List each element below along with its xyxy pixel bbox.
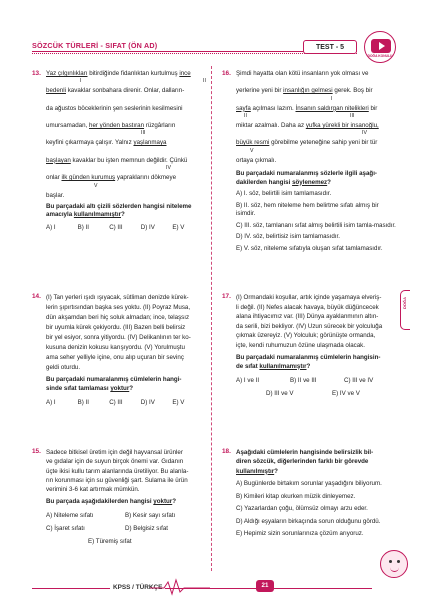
answer-options: [46, 398, 204, 408]
text-line: içte, kendi ruhumuzun özüne ulaşmada olacak.: [236, 342, 365, 350]
option-b[interactable]: B) Kimileri kitap okurken müzik dinleyemez.: [236, 492, 356, 500]
text-line: da serili, bizi bekliyor. (IV) Uzun sürecek bir yolculuğa: [236, 322, 383, 330]
side-tab-label: DOĞA: [402, 297, 407, 309]
question-number: 14.: [32, 293, 41, 300]
option-c[interactable]: C) III ve IV: [344, 376, 374, 384]
section-label: SÖZCÜK TÜRLERİ - SIFAT (ÖN AD): [32, 41, 158, 50]
option-a[interactable]: A) I. söz, belirtili isim tamlamasıdır.: [236, 190, 332, 198]
roman-marker: II: [203, 78, 206, 85]
question-stem: Bu parçadaki numaralanmış cümlelerin hangi- sinde sıfat tamlaması yoktur?: [46, 376, 182, 393]
logo-text: DOĞA KONULU: [367, 54, 393, 58]
text-line: geldi oturdu.: [46, 364, 81, 372]
text-line: ortaya çıkmalı.: [236, 156, 277, 164]
text-line: Yaz çılgınlıkları bitirdiğinde fidanlıktan kurtulmuş ince: [46, 70, 191, 77]
text-line: dün akşamdan beri hiç soluk almadan; ince, telaşsız: [46, 314, 190, 322]
mascot-icon: [380, 550, 408, 578]
heartbeat-icon: [150, 578, 210, 596]
text-line: başlar.: [46, 191, 65, 199]
test-badge: TEST - 5: [303, 40, 357, 54]
roman-marker: V: [250, 147, 254, 154]
footer-label: KPSS / TÜRKÇE: [110, 584, 165, 593]
text-line: onlar ilk günden kurumuş yapraklarını dökmeye: [46, 174, 177, 182]
text-line: miktar azalmalı. Daha az yufka yürekli bir insanoğlu,: [236, 122, 379, 130]
question-stem: Bu parçadaki numaralanmış cümlelerin hangisin- de sıfat kullanılmamıştır?: [236, 353, 381, 370]
roman-marker: II: [244, 113, 247, 120]
option-c[interactable]: C) III: [109, 223, 123, 231]
option-e[interactable]: E) V: [172, 223, 185, 231]
text-line: büyük resmi görebilme yeteneğine sahip yeni bir tür: [236, 139, 378, 147]
answer-options: [236, 190, 398, 253]
roman-marker: IV: [166, 165, 171, 172]
text-line: bir yel esiyor, sonra yitiyordu. (IV) Delikanlının ter ko-: [46, 334, 191, 342]
option-a[interactable]: A) I: [46, 223, 56, 231]
text-line: da ağustos böceklerinin şen seslerinin kesilmesini: [46, 104, 183, 112]
roman-marker: III: [350, 113, 355, 120]
question-stem: Bu parçada aşağıdakilerden hangisi yoktur?: [46, 498, 176, 506]
answer-options: [236, 376, 398, 386]
option-b[interactable]: B) II: [77, 399, 89, 407]
option-d[interactable]: D) IV: [140, 223, 155, 231]
roman-marker: IV: [362, 130, 367, 137]
roman-marker: V: [94, 182, 98, 189]
text-line: yerlerine yeni bir insanlığın gelmesi gerek. Boş bir: [236, 87, 373, 95]
option-a[interactable]: A) I ve II: [236, 376, 260, 384]
text-line: üçte ikisi kullu tarım alanlarında üretiliyor. Bu alanla-: [46, 467, 189, 475]
option-a[interactable]: A) Bugünlerde birtakım sorunlar yaşadığını biliyorum.: [236, 480, 382, 488]
text-line: (I) Tan yerleri ışıdı ışıyacak, sütliman denizde kürek-: [46, 294, 189, 301]
option-d[interactable]: D) Aldığı eşyaların birkaçında sorun olduğunu gördü.: [236, 517, 381, 525]
text-line: alana ihtiyacımız var. (III) Dünya ayaklanmının altın-: [236, 313, 379, 321]
option-a[interactable]: A) I: [46, 399, 56, 407]
text-line: rın korunması için su güvenliği şart. Sulama ile ürün: [46, 476, 188, 484]
option-b[interactable]: B) II: [77, 223, 89, 231]
text-line: ve gıdalar için de suyun birçok önemi var. Gıdanın: [46, 458, 184, 466]
option-c[interactable]: C) III. söz, tamlananı sıfat almış belirtili isim tamla-masıdır.: [236, 221, 396, 229]
play-logo-icon: [364, 31, 396, 63]
option-e[interactable]: E) Türemiş sıfat: [88, 538, 132, 546]
option-c[interactable]: C) III: [109, 399, 123, 407]
option-c[interactable]: C) Yazarlardan çoğu, ölümsüz olmayı arzu eder.: [236, 505, 368, 513]
roman-marker: III: [141, 130, 146, 137]
text-line: kusuna denizin kokusu karışıyordu. (V) Yorulmuştu: [46, 344, 185, 352]
question-stem: Bu parçadaki altı çizili sözlerden hangisi niteleme amacıyla kullanılmamıştır?: [46, 202, 192, 219]
column-divider: [211, 66, 212, 571]
option-a[interactable]: A) Niteleme sıfatı: [46, 511, 94, 519]
text-line: lerin şıpırtısından başka ses yoktu. (II) Poyraz Musa,: [46, 304, 191, 312]
text-line: Şimdi hayatta olan kötü insanların yok olması ve: [236, 70, 369, 77]
text-line: bir uyumla kürek çekiyordu. (III) Bazen belli belirsiz: [46, 324, 186, 332]
option-e[interactable]: E) V. söz, niteleme sıfatıyla oluşan sıfat tamlamasıdır.: [236, 244, 383, 252]
text-line: keyfini çıkarmaya çalışır. Yalnız yaşlanmaya: [46, 139, 167, 147]
text-line: başlayan kavaklar bu işten memnun değildir. Çünkü: [46, 156, 188, 164]
question-number: 13.: [32, 70, 41, 77]
text-line: (I) Ormandaki koşullar, artık içinde yaşamaya elveriş-: [236, 294, 382, 301]
answer-options: [236, 479, 398, 538]
roman-marker: I: [80, 78, 82, 85]
option-d[interactable]: D) III ve V: [266, 390, 294, 398]
answer-options: [46, 511, 204, 547]
answer-options: [46, 224, 204, 232]
question-stem: Bu parçadaki numaralanmış sözlerle ilgili aşağı- dakilerden hangisi söylenemez?: [236, 170, 377, 186]
option-c[interactable]: C) İşaret sıfatı: [46, 525, 85, 533]
text-line: verimini 3-6 kat artırmak mümkün.: [46, 486, 140, 494]
question-stem: Aşağıdaki cümlelerin hangisinde belirsizlik bil- diren sözcük, diğerlerinden farklı bir görevde kullanılmıştır?: [236, 449, 374, 475]
play-icon: [371, 39, 391, 53]
roman-marker: I: [331, 95, 333, 102]
page-number: 21: [256, 580, 274, 592]
question-number: 15.: [32, 448, 41, 455]
text-line: bedenli kavaklar sonbahara direnir. Onlar, dalların-: [46, 87, 185, 95]
text-line: Sadece bitkisel üretim için değil hayvansal ürünler: [46, 449, 183, 456]
option-d[interactable]: D) IV: [140, 399, 155, 407]
option-e[interactable]: E) IV ve V: [332, 390, 360, 398]
text-line: umursamadan, her yönden bastıran rüzgârların: [46, 122, 176, 130]
text-line: ama seher yelliyle içine, onu alıp uçuran bir sevinç: [46, 354, 184, 362]
text-line: sayfa açılması lazım. İnsanın saldırgan nitelikleri bir: [236, 104, 378, 112]
option-b[interactable]: B) II. söz, hem niteleme hem belirtme sıfatı almış bir isimdir.: [236, 201, 379, 217]
text-line: çıkmak üzereyiz. (V) Yolculuk; görünüşte ormanda,: [236, 332, 376, 340]
option-e[interactable]: E) Hepimiz sizin sorunlarınıza çözüm arıyoruz.: [236, 530, 364, 538]
question-number: 18.: [222, 448, 231, 455]
option-d[interactable]: D) IV. söz, belirtisiz isim tamlamasıdır.: [236, 233, 340, 241]
option-b[interactable]: B) II ve III: [290, 376, 317, 384]
option-d[interactable]: D) Belgisiz sıfat: [125, 525, 168, 533]
option-b[interactable]: B) Kesir sayı sıfatı: [125, 511, 176, 519]
side-tab: [400, 290, 410, 330]
question-number: 16.: [222, 70, 231, 77]
option-e[interactable]: E) V: [172, 399, 185, 407]
text-line: li değil. (II) Nefes alacak havaya, büyük düğüncecek: [236, 303, 379, 311]
question-number: 17.: [222, 293, 231, 300]
